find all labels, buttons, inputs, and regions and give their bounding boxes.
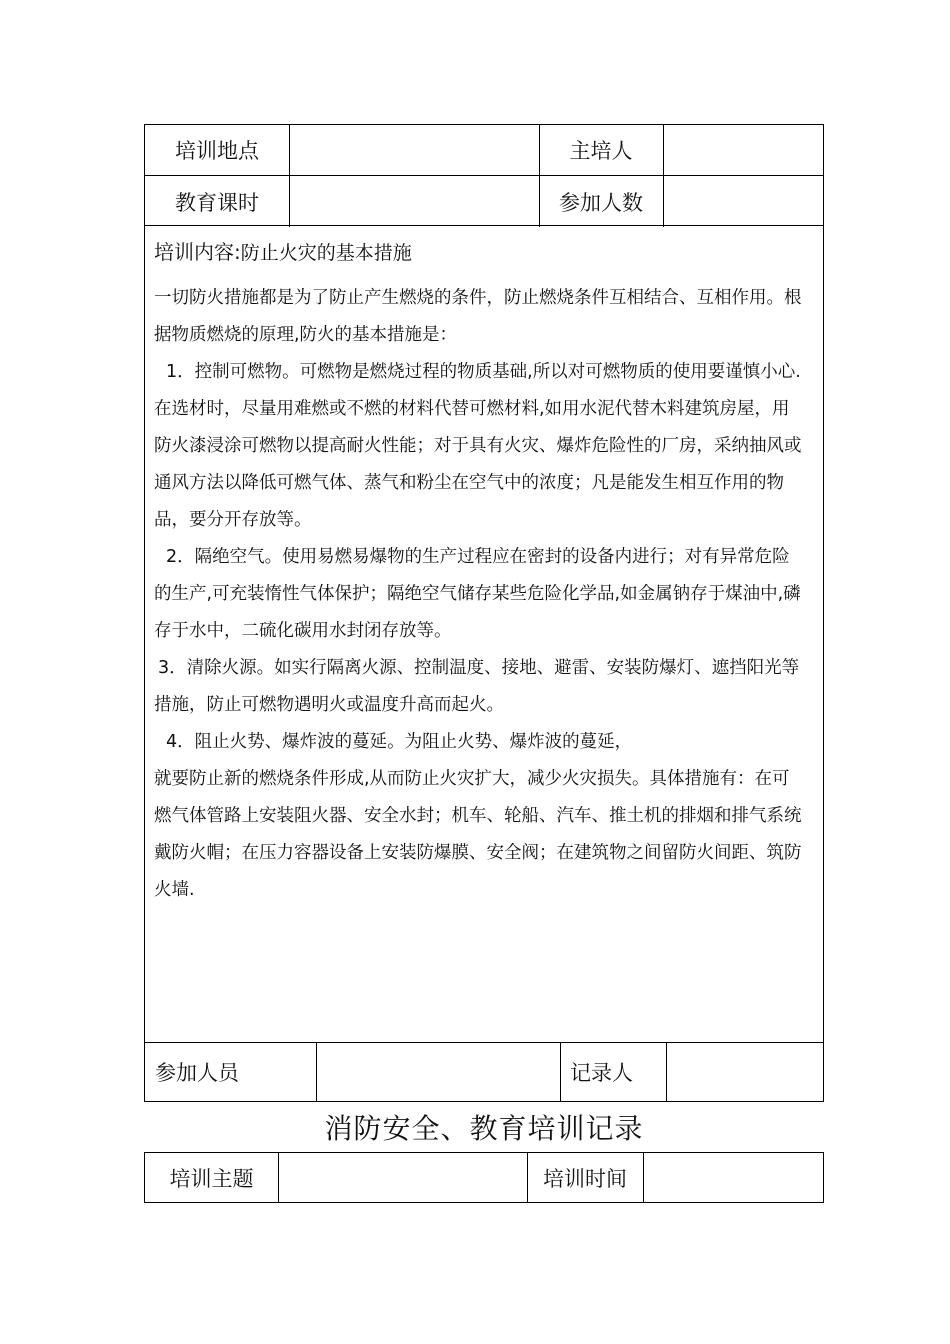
content-heading-topic: 防止火灾的基本措施: [240, 242, 412, 264]
signoff-table: [144, 1042, 824, 1102]
training-topic-table: [144, 1152, 824, 1203]
hours-row: [145, 175, 823, 227]
measure-4-detail-paragraph: 就要防止新的燃烧条件形成,从而防止火灾扩大，减少火灾损失。具体措施有：在可燃气体管路上安装阻火器、安全水封；机车、轮船、汽车、推土机的排烟和排气系统戴防火帽；在压力容器设备上安装防爆膜、安全阀；在建筑物之间留防火间距、筑防火墙.: [154, 769, 802, 900]
time-label: 培训时间: [543, 1166, 627, 1191]
topic-label: 培训主题: [169, 1166, 254, 1191]
training-content-box: [144, 225, 824, 1043]
hours-label: 教育课时: [175, 190, 259, 215]
location-row: [145, 125, 823, 175]
topic-value[interactable]: [278, 1153, 527, 1202]
participants-label: 参加人员: [155, 1061, 239, 1085]
location-label: 培训地点: [175, 139, 259, 163]
hours-value[interactable]: [289, 176, 539, 227]
trainer-value[interactable]: [663, 125, 823, 175]
location-value[interactable]: [289, 125, 539, 175]
measure-2-paragraph: 2．隔绝空气。使用易燃易爆物的生产过程应在密封的设备内进行；对有异常危险的生产,可充装惰性气体保护；隔绝空气储存某些危险化学品,如金属钠存于煤油中,磷存于水中，二硫化碳用水封闭存放等。: [154, 547, 801, 641]
measure-3-paragraph: 3．清除火源。如实行隔离火源、控制温度、接地、避雷、安装防爆灯、遮挡阳光等措施，防止可燃物遇明火或温度升高而起火。: [154, 658, 800, 715]
attendance-value[interactable]: [663, 176, 823, 227]
training-content: [154, 235, 805, 909]
page-title: 消防安全、教育培训记录: [324, 1112, 644, 1145]
attendance-label: 参加人数: [559, 190, 643, 215]
measure-4-paragraph: 4．阻止火势、爆炸波的蔓延。为阻止火势、爆炸波的蔓延，: [166, 732, 633, 752]
content-heading: [154, 235, 805, 270]
trainer-label: 主培人: [569, 139, 633, 163]
time-value[interactable]: [643, 1153, 823, 1202]
participants-value[interactable]: [316, 1043, 560, 1101]
recorder-value[interactable]: [666, 1043, 823, 1101]
intro-paragraph: 一切防火措施都是为了防止产生燃烧的条件，防止燃烧条件互相结合、互相作用。根据物质燃烧的原理,防火的基本措施是：: [154, 288, 802, 345]
training-info-table: [144, 124, 824, 226]
measure-1-paragraph: 1．控制可燃物。可燃物是燃烧过程的物质基础,所以对可燃物质的使用要谨慎小心.在选材时，尽量用难燃或不燃的材料代替可燃材料,如用水泥代替木料建筑房屋，用防火漆浸涂可燃物以提高耐火性能；对于具有火灾、爆炸危险性的厂房，采纳抽风或通风方法以降低可燃气体、蒸气和粉尘在空气中的浓度；凡是能发生相互作用的物品，要分开存放等。: [154, 362, 802, 530]
content-heading-label: 培训内容:: [154, 240, 241, 264]
recorder-label: 记录人: [570, 1061, 633, 1085]
